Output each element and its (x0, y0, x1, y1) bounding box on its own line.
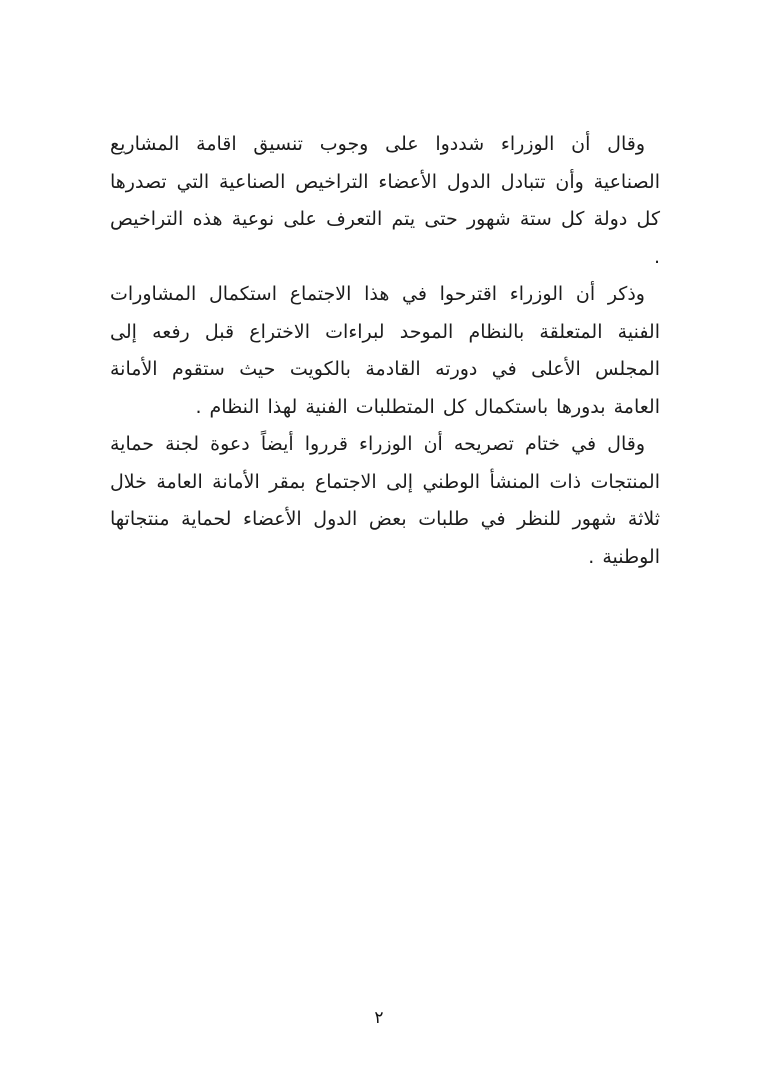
paragraph-2: وذكر أن الوزراء اقترحوا في هذا الاجتماع استكمال المشاورات الفنية المتعلقة بالنظام الموحد لبراءات الاختراع قبل رفعه إلى المجلس الأعلى في دورته القادمة بالكويت حيث ستقوم الأمانة العامة بدورها باستكمال كل المتطلبات الفنية لهذا النظام . (110, 283, 660, 418)
page-number: ٢ (374, 1008, 384, 1028)
paragraph-3: وقال في ختام تصريحه أن الوزراء قرروا أيضاً دعوة لجنة حماية المنتجات ذات المنشأ الوطني إلى الاجتماع بمقر الأمانة العامة خلال ثلاثة شهور للنظر في طلبات بعض الدول الأعضاء لحماية منتجاتها الوطنية . (110, 433, 660, 568)
text-block (110, 126, 660, 576)
paragraph-1: وقال أن الوزراء شددوا على وجوب تنسيق اقامة المشاريع الصناعية وأن تتبادل الدول الأعضاء التراخيص الصناعية التي تصدرها كل دولة كل ستة شهور حتى يتم التعرف على نوعية هذه التراخيص . (110, 133, 660, 268)
